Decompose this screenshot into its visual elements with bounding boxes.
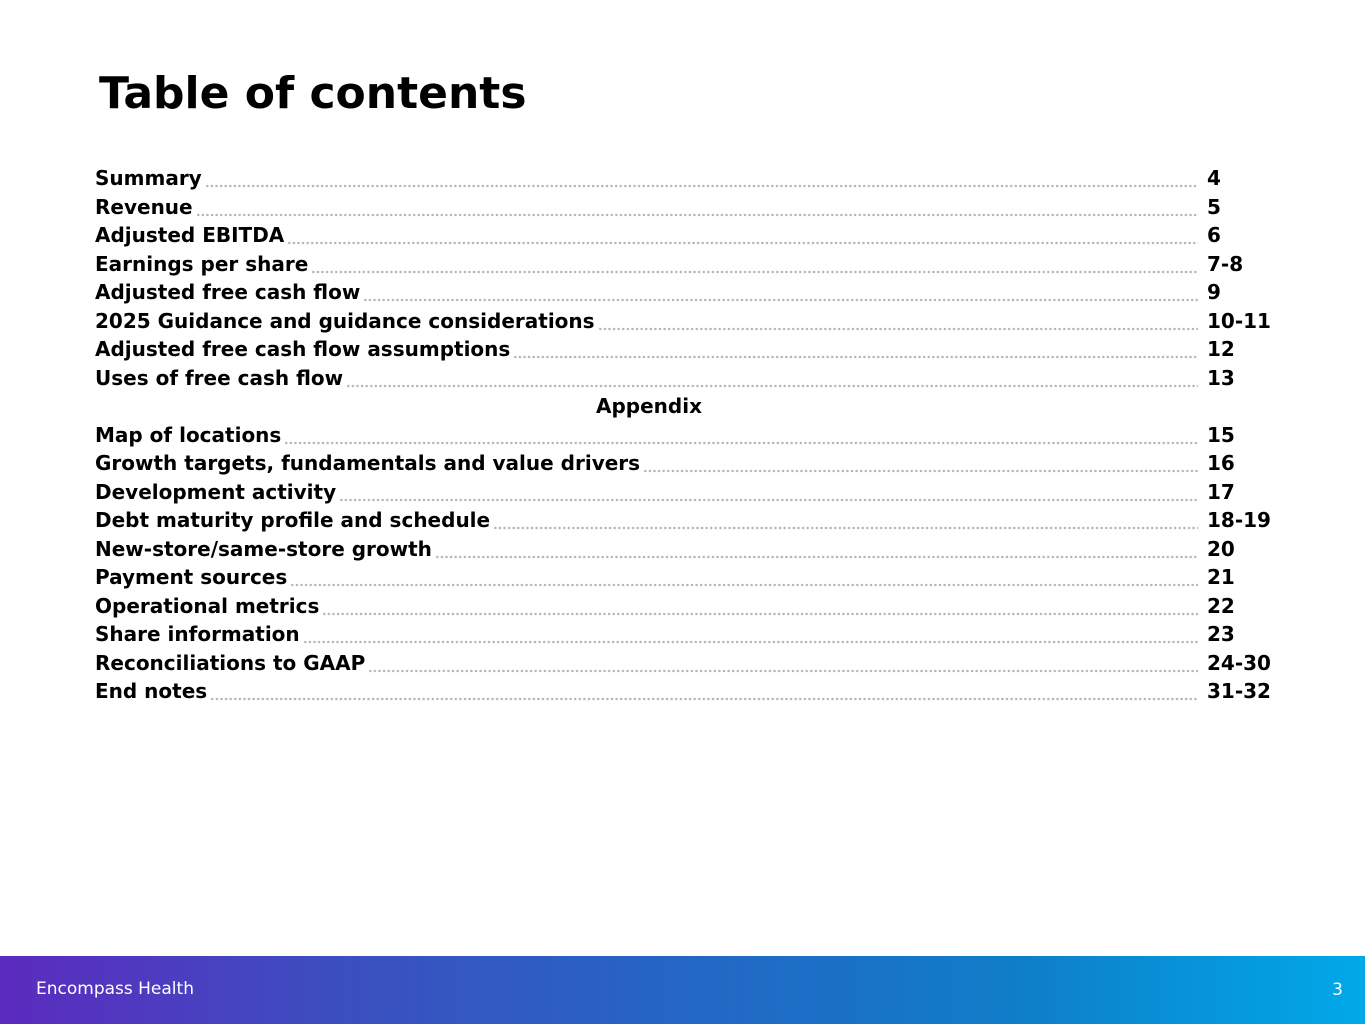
section-heading: Appendix: [596, 394, 702, 418]
toc-entry-label: Uses of free cash flow: [95, 364, 346, 393]
toc-entry-page: 24-30: [1207, 650, 1271, 675]
table-of-contents: [95, 164, 1285, 706]
toc-entry-growth-targets[interactable]: [95, 449, 1285, 478]
dot-leader: [322, 596, 1198, 616]
toc-entry-operational-metrics[interactable]: [95, 592, 1285, 621]
dot-leader: [287, 225, 1198, 245]
toc-entry-store-growth[interactable]: [95, 535, 1285, 564]
toc-entry-page: 22: [1207, 593, 1235, 618]
dot-leader: [435, 539, 1198, 559]
toc-entry-page: 7-8: [1207, 251, 1244, 276]
toc-entry-earnings-per-share[interactable]: [95, 250, 1285, 279]
toc-entry-label: Debt maturity profile and schedule: [95, 506, 493, 535]
toc-entry-adjusted-free-cash-flow[interactable]: [95, 278, 1285, 307]
footer-page-number: 3: [1332, 980, 1343, 1000]
toc-entry-page: 12: [1207, 337, 1235, 361]
toc-entry-label: 2025 Guidance and guidance considerations: [95, 307, 598, 336]
dot-leader: [363, 282, 1198, 302]
toc-entry-end-notes[interactable]: [95, 677, 1285, 706]
toc-entry-share-information[interactable]: [95, 620, 1285, 649]
toc-entry-label: Payment sources: [95, 563, 290, 592]
dot-leader: [346, 368, 1198, 388]
toc-entry-label: Adjusted EBITDA: [95, 221, 287, 250]
toc-entry-page: 13: [1207, 365, 1235, 390]
dot-leader: [210, 681, 1198, 701]
toc-entry-page: 31-32: [1207, 679, 1271, 703]
footer-brand: Encompass Health: [36, 979, 194, 999]
toc-entry-label: Growth targets, fundamentals and value drivers: [95, 449, 643, 478]
toc-entry-label: Operational metrics: [95, 592, 322, 621]
dot-leader: [290, 567, 1198, 587]
toc-entry-label: Development activity: [95, 478, 339, 507]
toc-entry-label: Earnings per share: [95, 250, 311, 279]
toc-entry-label: Adjusted free cash flow: [95, 278, 363, 307]
toc-entry-page: 10-11: [1207, 308, 1271, 333]
toc-entry-page: 9: [1207, 280, 1221, 304]
toc-entry-page: 17: [1207, 479, 1235, 504]
dot-leader: [311, 254, 1198, 274]
dot-leader: [303, 624, 1198, 644]
dot-leader: [643, 453, 1198, 473]
toc-entry-label: Reconciliations to GAAP: [95, 649, 368, 678]
toc-entry-page: 18-19: [1207, 508, 1271, 532]
dot-leader: [598, 311, 1198, 331]
toc-entry-page: 21: [1207, 565, 1235, 589]
toc-entry-map-of-locations[interactable]: [95, 421, 1285, 450]
toc-entry-uses-of-fcf[interactable]: [95, 364, 1285, 393]
dot-leader: [493, 510, 1198, 530]
toc-entry-guidance[interactable]: [95, 307, 1285, 336]
toc-entry-label: New-store/same-store growth: [95, 535, 435, 564]
dot-leader: [339, 482, 1198, 502]
toc-entry-page: 20: [1207, 536, 1235, 561]
dot-leader: [368, 653, 1198, 673]
toc-entry-page: 23: [1207, 622, 1235, 646]
toc-entry-adjusted-ebitda[interactable]: [95, 221, 1285, 250]
toc-entry-label: Map of locations: [95, 421, 284, 450]
toc-entry-debt-maturity[interactable]: [95, 506, 1285, 535]
dot-leader: [205, 168, 1198, 188]
toc-entry-page: 5: [1207, 194, 1221, 219]
dot-leader: [284, 425, 1198, 445]
toc-entry-label: Summary: [95, 164, 205, 193]
footer-bar: [0, 956, 1365, 1024]
dot-leader: [196, 197, 1198, 217]
toc-section-appendix: [95, 392, 1285, 421]
toc-entry-page: 16: [1207, 451, 1235, 475]
toc-entry-label: Adjusted free cash flow assumptions: [95, 335, 513, 364]
toc-entry-revenue[interactable]: [95, 193, 1285, 222]
toc-entry-page: 4: [1207, 166, 1221, 190]
dot-leader: [513, 339, 1198, 359]
toc-entry-label: Share information: [95, 620, 303, 649]
toc-entry-development-activity[interactable]: [95, 478, 1285, 507]
toc-entry-page: 15: [1207, 422, 1235, 447]
toc-entry-fcf-assumptions[interactable]: [95, 335, 1285, 364]
page-title: Table of contents: [99, 68, 527, 119]
toc-entry-summary[interactable]: [95, 164, 1285, 193]
toc-entry-payment-sources[interactable]: [95, 563, 1285, 592]
toc-entry-page: 6: [1207, 223, 1221, 247]
toc-entry-label: Revenue: [95, 193, 196, 222]
toc-entry-reconciliations[interactable]: [95, 649, 1285, 678]
toc-entry-label: End notes: [95, 677, 210, 706]
